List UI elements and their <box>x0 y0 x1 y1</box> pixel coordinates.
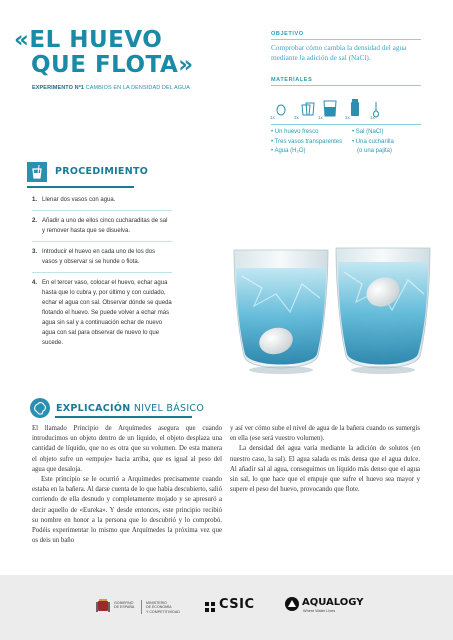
explanation-paragraph: y así ver cómo sube el nivel de agua de la bañera cuando os sumergís en ella (ese será vuestro volumen). <box>230 425 420 443</box>
materials-heading: MATERIALES <box>271 77 313 83</box>
materials-icons <box>268 96 418 122</box>
gov-line: GOBIERNO <box>114 601 134 605</box>
step-4 <box>32 278 172 348</box>
explanation-column-1 <box>32 424 222 546</box>
step-text: En el tercer vaso, colocar el huevo, echar agua hasta que lo cubra y, por último y con cuidado, echar el agua con sal. Observar dónde se queda flotando el huevo. Se puede volver a echar más agua sin sal y a continuación echar de nuevo agua con sal para observar de nuevo lo que sucede. <box>42 280 172 346</box>
icon-qty-1: 1x <box>270 115 275 120</box>
explanation-paragraph: Este principio se le ocurrió a Arquímedes precisamente cuando estaba en la bañera. Al darse cuenta de lo que había descubierto, salió corriendo de ella desnudo y completamente mojado y se apresuró a decir aquello de «Eureka». Y desde entonces, este principio recibió su nombre en honor a la persona que lo descubrió y lo comprobó. Podéis experimentar lo mismo que Arquímedes la próxima vez que os deis un baño <box>32 476 222 545</box>
procedure-rule <box>27 186 134 188</box>
step-divider <box>32 241 172 242</box>
material-item: • Agua (H₂O) <box>271 147 356 157</box>
explanation-heading-level: NIVEL BÁSICO <box>133 403 205 414</box>
procedure-heading: PROCEDIMIENTO <box>55 166 149 177</box>
icon-qty-5: 1x <box>370 115 375 120</box>
explanation-heading-bold: EXPLICACIÓN <box>56 403 131 414</box>
government-label <box>114 601 134 610</box>
materials-bottom-rule <box>271 124 421 125</box>
ministry-label <box>146 601 180 614</box>
step-2 <box>32 216 172 236</box>
water-glass-icon <box>324 101 336 116</box>
material-item: • Tres vasos transparentes <box>271 138 356 148</box>
step-text: Introducir el huevo en cada uno de los dos vasos y observar si se hunde o flota. <box>42 249 156 265</box>
step-3 <box>32 247 172 267</box>
explanation-heading <box>56 403 204 414</box>
step-divider <box>32 272 172 273</box>
objective-heading: OBJETIVO <box>271 31 304 37</box>
aqualogy-tagline: Where Water Lives <box>303 609 336 613</box>
ministry-line: Y COMPETITIVIDAD <box>146 609 180 614</box>
title-line-1: «EL HUEVO <box>14 27 163 53</box>
objective-rule <box>271 39 421 40</box>
step-text: Añadir a uno de ellos cinco cucharaditas de sal y remover hasta que se disuelva. <box>42 218 168 234</box>
salt-shaker-icon <box>351 99 359 116</box>
egg-icon <box>277 105 285 115</box>
ministry-line: DE ECONOMÍA <box>146 605 172 610</box>
page-title <box>14 28 214 78</box>
materials-list-2 <box>352 128 422 157</box>
objective-text: Comprobar cómo cambia la densidad del agua mediante la adición de sal (NaCl). <box>271 43 407 62</box>
step-divider <box>32 210 172 211</box>
materials-rule <box>271 85 421 86</box>
icon-qty-2: 3x <box>294 115 299 120</box>
gov-line: DE ESPAÑA <box>114 605 135 610</box>
step-number: 4. <box>32 280 38 286</box>
explanation-rule <box>55 416 192 418</box>
materials-list-1 <box>271 128 356 157</box>
material-item-note: (o una pajita) <box>357 148 393 154</box>
step-number: 1. <box>32 197 38 203</box>
title-line-2: QUE FLOTA» <box>31 52 194 78</box>
material-item: • Sal (NaCl) <box>352 128 422 138</box>
step-number: 3. <box>32 249 38 255</box>
procedure-steps <box>32 195 172 348</box>
ministry-line: MINISTERIO <box>146 601 167 605</box>
experiment-number: EXPERIMENTO Nº1 <box>32 85 85 91</box>
explanation-icon <box>30 398 50 418</box>
explanation-paragraph: La densidad del agua varía mediante la adición de solutos (en nuestro caso, la sal). El agua salada es más densa que el agua dulce. Al añadir sal al agua, conseguimos un líquido más denso que el agua sin sal, lo que hace que el empuje que sufre el huevo sea mayor y supere el peso del huevo, provocando que flote. <box>230 445 420 494</box>
footer-divider <box>141 600 142 614</box>
material-item: • Un huevo fresco <box>271 128 356 138</box>
aqualogy-emblem-icon <box>285 597 299 611</box>
glass-sinking <box>234 250 328 374</box>
material-item: • Una cucharilla <box>352 138 422 148</box>
glasses-icon <box>302 103 314 115</box>
icon-qty-3: 1x <box>318 115 323 120</box>
experiment-topic: CAMBIOS EN LA DENSIDAD DEL AGUA <box>85 85 191 91</box>
step-text: Llenar dos vasos con agua. <box>42 197 116 203</box>
icon-qty-4: 1x <box>345 115 350 120</box>
aqualogy-logo: AQUALOGY <box>302 597 364 608</box>
spain-coat-of-arms-icon <box>96 598 110 614</box>
csic-emblem-icon <box>204 600 216 612</box>
procedure-icon <box>27 162 47 182</box>
explanation-column-2 <box>230 424 420 495</box>
experiment-subtitle <box>32 85 190 91</box>
explanation-paragraph: El llamado Principio de Arquímedes asegura que cuando introducimos un objeto dentro de un líquido, el objeto desplaza una cantidad de líquido, que no es otra que su volumen. De esta manera el objeto sufre un «empuje» hacia arriba, que es igual al peso del agua que desaloja. <box>32 425 222 473</box>
step-1 <box>32 195 172 205</box>
egg-glasses-illustration <box>232 246 432 378</box>
step-number: 2. <box>32 218 38 224</box>
glass-floating <box>336 248 430 374</box>
csic-logo: CSIC <box>219 597 255 612</box>
